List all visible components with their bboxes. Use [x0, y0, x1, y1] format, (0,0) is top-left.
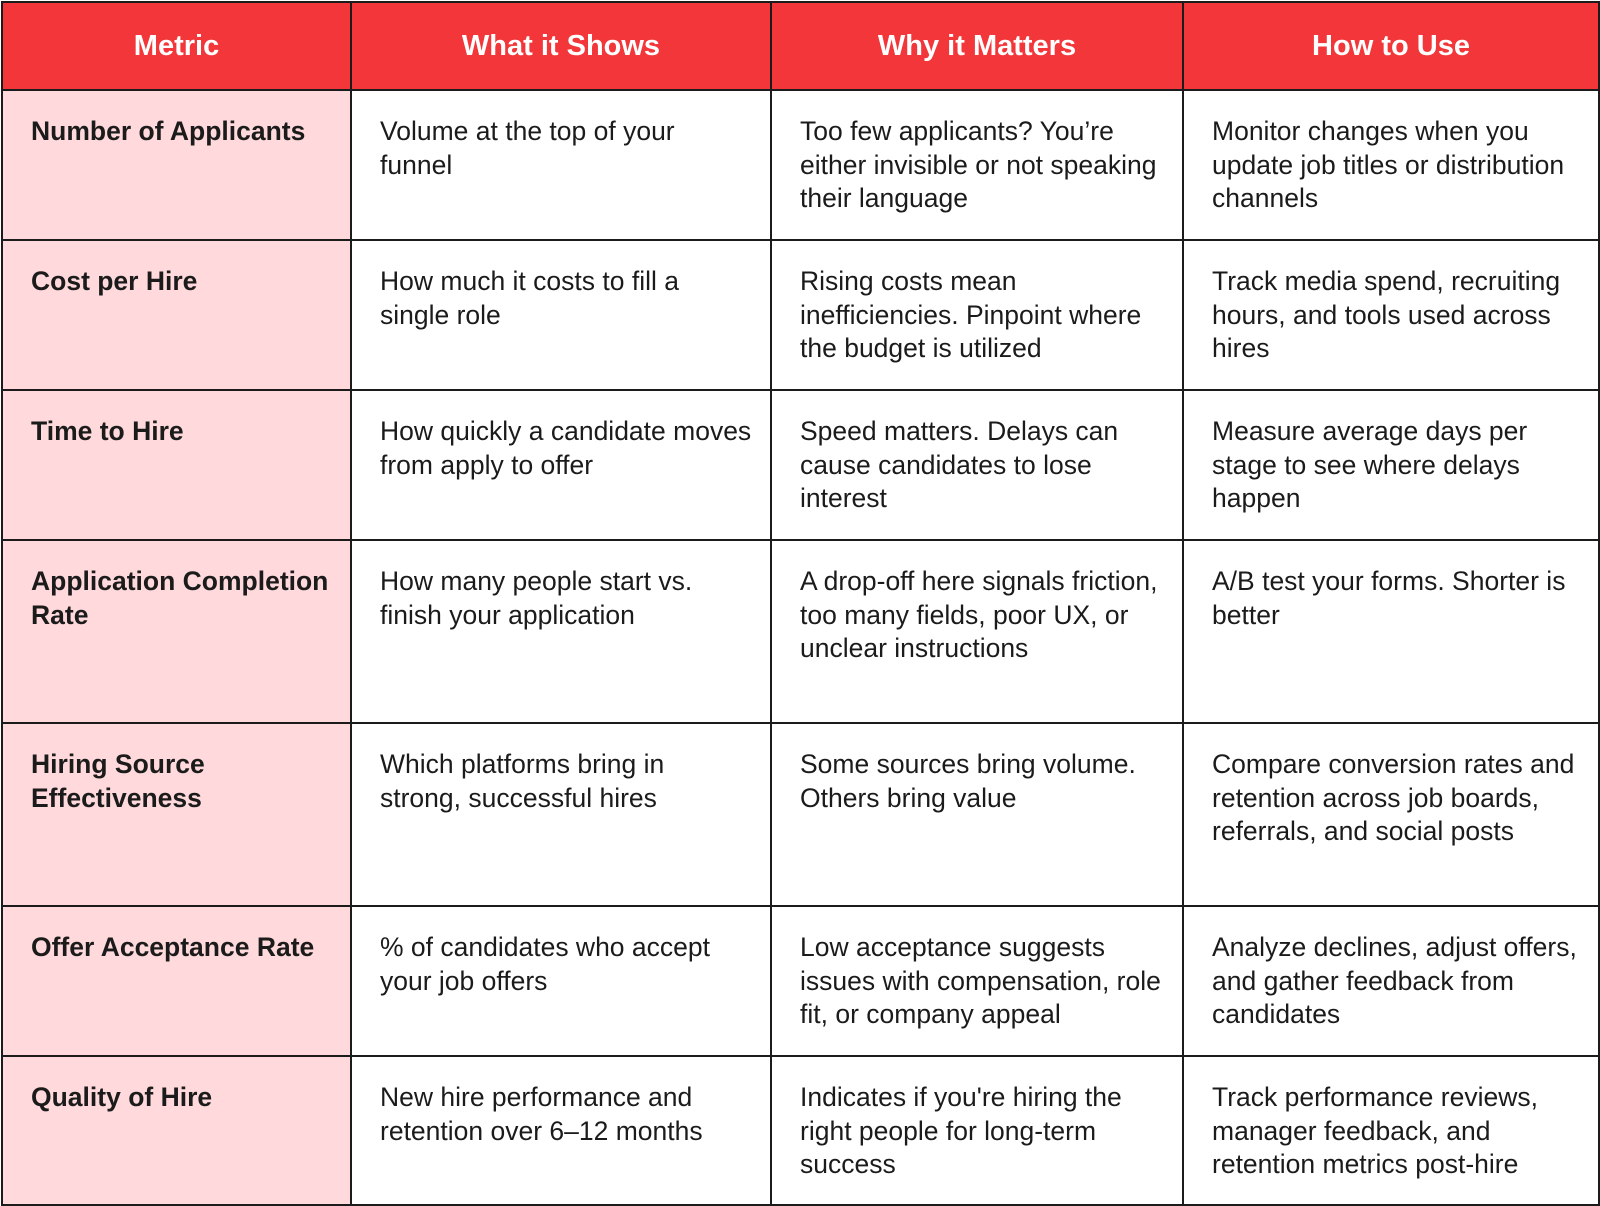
what-it-shows-cell: New hire performance and retention over 6–12 months — [351, 1056, 771, 1205]
what-it-shows-cell: Which platforms bring in strong, successful hires — [351, 723, 771, 906]
how-to-use-cell: Track media spend, recruiting hours, and tools used across hires — [1183, 240, 1599, 390]
table-row — [2, 90, 1599, 240]
metric-cell: Hiring Source Effectiveness — [2, 723, 351, 906]
table-row — [2, 390, 1599, 540]
metrics-table — [1, 1, 1600, 1206]
metric-cell: Time to Hire — [2, 390, 351, 540]
table-row — [2, 240, 1599, 390]
how-to-use-cell: Compare conversion rates and retention across job boards, referrals, and social posts — [1183, 723, 1599, 906]
what-it-shows-cell: How quickly a candidate moves from apply to offer — [351, 390, 771, 540]
what-it-shows-cell: How much it costs to fill a single role — [351, 240, 771, 390]
table-row — [2, 723, 1599, 906]
what-it-shows-cell: Volume at the top of your funnel — [351, 90, 771, 240]
why-it-matters-cell: Too few applicants? You’re either invisible or not speaking their language — [771, 90, 1183, 240]
what-it-shows-cell: % of candidates who accept your job offers — [351, 906, 771, 1056]
metric-cell: Number of Applicants — [2, 90, 351, 240]
how-to-use-cell: Measure average days per stage to see where delays happen — [1183, 390, 1599, 540]
why-it-matters-cell: Rising costs mean inefficiencies. Pinpoint where the budget is utilized — [771, 240, 1183, 390]
what-it-shows-cell: How many people start vs. finish your application — [351, 540, 771, 723]
why-it-matters-cell: A drop-off here signals friction, too many fields, poor UX, or unclear instructions — [771, 540, 1183, 723]
header-metric: Metric — [2, 2, 351, 90]
metric-cell: Cost per Hire — [2, 240, 351, 390]
table-row — [2, 1056, 1599, 1205]
why-it-matters-cell: Low acceptance suggests issues with compensation, role fit, or company appeal — [771, 906, 1183, 1056]
why-it-matters-cell: Speed matters. Delays can cause candidates to lose interest — [771, 390, 1183, 540]
why-it-matters-cell: Indicates if you're hiring the right people for long-term success — [771, 1056, 1183, 1205]
how-to-use-cell: A/B test your forms. Shorter is better — [1183, 540, 1599, 723]
table-header-row — [2, 2, 1599, 90]
metric-cell: Offer Acceptance Rate — [2, 906, 351, 1056]
how-to-use-cell: Analyze declines, adjust offers, and gather feedback from candidates — [1183, 906, 1599, 1056]
how-to-use-cell: Track performance reviews, manager feedback, and retention metrics post-hire — [1183, 1056, 1599, 1205]
why-it-matters-cell: Some sources bring volume. Others bring value — [771, 723, 1183, 906]
table-row — [2, 906, 1599, 1056]
metric-cell: Application Completion Rate — [2, 540, 351, 723]
header-what-it-shows: What it Shows — [351, 2, 771, 90]
how-to-use-cell: Monitor changes when you update job titles or distribution channels — [1183, 90, 1599, 240]
header-how-to-use: How to Use — [1183, 2, 1599, 90]
header-why-it-matters: Why it Matters — [771, 2, 1183, 90]
metric-cell: Quality of Hire — [2, 1056, 351, 1205]
table-row — [2, 540, 1599, 723]
